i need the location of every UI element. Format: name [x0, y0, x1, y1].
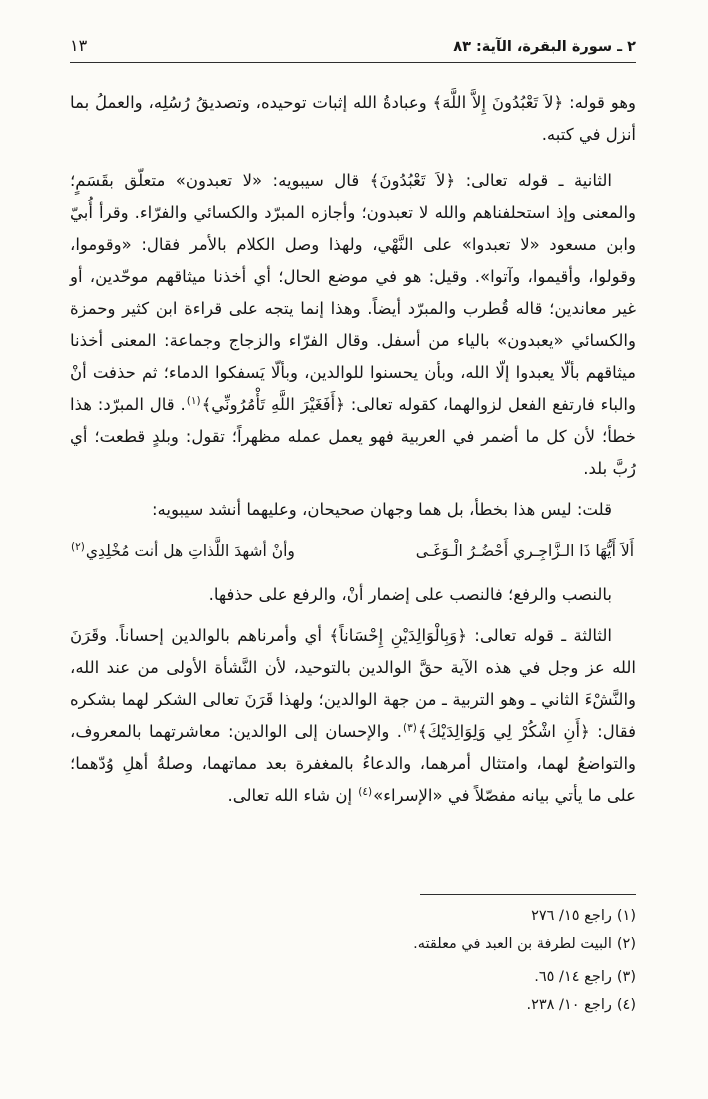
page-header [70, 36, 636, 55]
footnote-separator [420, 894, 636, 895]
chapter-title: ٢ ـ سورة البقرة، الآية: ٨٣ [453, 39, 636, 55]
footnote-text-2: البيت لطرفة بن العبد في معلقته. [413, 936, 612, 952]
footnote-text-3: راجع ١٤/ ٦٥. [534, 969, 612, 985]
paragraph-5-text-cont: . والإحسان إلى الوالدين: معاشرتهما بالمعروف، والتواضعُ لهما، وامتثال أمرهما، والدعاءُ بالمغفرة بعد مماتهما، وصلةُ أهلِ وُدّهما؛ على ما يأتي بيانه مفصّلاً في «الإسراء» [70, 722, 636, 805]
footnote-text-1: راجع ١٥/ ٢٧٦ [531, 908, 612, 924]
footnote-marker-4: (٤) [616, 997, 636, 1013]
poetry-hemistich-first: أَلاَ أَيُّهَا ذَا الـزَّاجِـري أَحْضُـرُ الْـوَغَـى [415, 542, 634, 560]
body-text [70, 87, 636, 812]
paragraph-2 [70, 165, 636, 485]
poetry-hemistich-second-text: وأنْ أشهدَ اللَّذاتِ هل أنت مُخْلِدِي [85, 542, 295, 560]
footnote-item-4 [70, 993, 636, 1018]
footnote-ref-4: (٤) [358, 785, 373, 798]
footnote-ref-3: (٣) [402, 721, 417, 734]
footnote-ref-1: (١) [186, 394, 201, 407]
footnotes-section [70, 894, 636, 1021]
footnote-item-3 [70, 965, 636, 990]
paragraph-4-text: بالنصب والرفع؛ فالنصب على إضمار أنْ، والرفع على حذفها. [208, 585, 612, 604]
paragraph-1 [70, 87, 636, 151]
footnote-ref-2: (٢) [71, 540, 85, 553]
footnote-text-4: راجع ١٠/ ٢٣٨. [526, 997, 612, 1013]
header-rule [70, 62, 636, 63]
poetry-verse [70, 535, 634, 567]
paragraph-5-text-end: إن شاء الله تعالى. [227, 786, 358, 805]
paragraph-5-text: الثالثة ـ قوله تعالى: ﴿وَبِالْوَالِدَيْنِ إِحْسَاناً﴾ أي وأمرناهم بالوالدين إحساناً. وقَرَنَ الله عز وجل في هذه الآية حقَّ الوالدين بالتوحيد، لأن النَّشأة الأولى من عند الله، والنَّشْءَ الثاني ـ وهو التربية ـ من جهة الوالدين؛ ولهذا قَرَنَ تعالى الشكر لهما بشكره فقال: ﴿أَنِ اشْكُرْ لِي وَلِوَالِدَيْكَ﴾ [70, 626, 636, 741]
paragraph-4 [70, 579, 636, 611]
footnote-item-2 [70, 932, 636, 957]
page-number: ١٣ [70, 36, 88, 55]
poetry-hemistich-second [70, 535, 295, 567]
paragraph-3-text: قلت: ليس هذا بخطأ، بل هما وجهان صحيحان، وعليهما أنشد سيبويه: [151, 500, 612, 519]
footnote-marker-1: (١) [616, 908, 636, 924]
paragraph-2-text: الثانية ـ قوله تعالى: ﴿لاَ تَعْبُدُونَ﴾ قال سيبويه: «لا تعبدون» متعلّق بقَسَمٍ؛ والمعنى وإذ استحلفناهم والله لا تعبدون؛ وأجازه المبرّد والكسائي والفرّاء. وقرأ أُبيّ وابن مسعود «لا تعبدوا» على النَّهْي، ولهذا وصل الكلام بالأمر فقال: «وقوموا، وقولوا، وأقيموا، وآتوا». وقيل: هو في موضع الحال؛ أي أخذنا ميثاقهم موحّدين، أو غير معاندين؛ قاله قُطرب والمبرّد أيضاً. وهذا إنما يتجه على قراءة ابن كثير وحمزة والكسائي «يعبدون» بالياء من أسفل. وقال الفرّاء والزجاج وجماعة: المعنى أخذنا ميثاقهم بألّا يعبدوا إلّا الله، وبأن يحسنوا للوالدين، وبألّا يَسفكوا الدماء؛ ثم حذفت أنْ والباء فارتفع الفعل لزوالهما، كقوله تعالى: ﴿أَفَغَيْرَ اللَّهِ تَأْمُرُونِّي﴾ [70, 171, 636, 414]
paragraph-1-text: وهو قوله: ﴿لاَ تَعْبُدُونَ إِلاَّ اللَّهَ﴾ وعبادةُ الله إثبات توحيده، وتصديقُ رُسُلِه، والعملُ بما أنزل في كتبه. [70, 93, 636, 144]
paragraph-2-text-cont: . قال المبرّد: هذا خطأ؛ لأن كل ما أضمر في العربية فهو يعمل عمله مظهراً؛ تقول: وبلدٍ قطعت؛ أي رُبَّ بلد. [70, 395, 636, 478]
footnote-item-1 [70, 904, 636, 929]
paragraph-3 [70, 494, 636, 526]
footnote-marker-2: (٢) [616, 936, 636, 952]
footnote-marker-3: (٣) [616, 969, 636, 985]
paragraph-5 [70, 620, 636, 812]
